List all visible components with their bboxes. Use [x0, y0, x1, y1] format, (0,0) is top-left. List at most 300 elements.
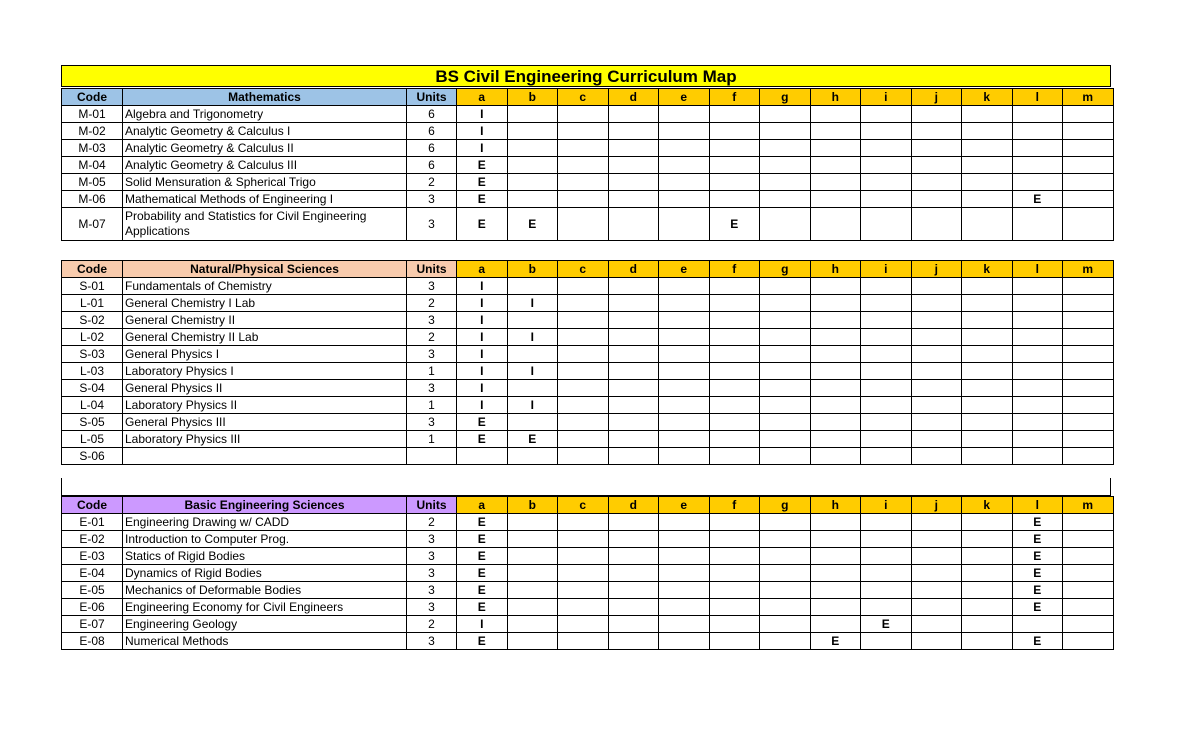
outcome-mark-k: [962, 191, 1013, 208]
outcome-mark-i: [861, 599, 912, 616]
outcome-mark-l: E: [1012, 191, 1063, 208]
course-code: L-03: [62, 363, 123, 380]
outcome-mark-c: [558, 329, 609, 346]
course-units: 3: [407, 633, 457, 650]
course-units: 3: [407, 548, 457, 565]
outcome-mark-h: [810, 363, 861, 380]
course-code: M-03: [62, 140, 123, 157]
outcome-header-g: g: [760, 89, 811, 106]
outcome-mark-h: [810, 123, 861, 140]
outcome-mark-b: [507, 616, 558, 633]
outcome-mark-l: E: [1012, 582, 1063, 599]
course-units: 1: [407, 363, 457, 380]
outcome-mark-a: E: [457, 431, 508, 448]
outcome-header-m: m: [1063, 261, 1114, 278]
outcome-mark-d: [608, 414, 659, 431]
outcome-mark-h: [810, 431, 861, 448]
outcome-mark-a: I: [457, 363, 508, 380]
outcome-mark-d: [608, 106, 659, 123]
course-units: 3: [407, 414, 457, 431]
outcome-mark-g: [760, 123, 811, 140]
course-code: S-05: [62, 414, 123, 431]
outcome-mark-d: [608, 191, 659, 208]
outcome-mark-l: [1012, 157, 1063, 174]
outcome-mark-a: I: [457, 380, 508, 397]
course-title: Laboratory Physics II: [123, 397, 407, 414]
outcome-mark-g: [760, 633, 811, 650]
table-row: [62, 346, 1114, 363]
outcome-header-c: c: [558, 261, 609, 278]
outcome-mark-g: [760, 531, 811, 548]
outcome-mark-j: [911, 174, 962, 191]
outcome-mark-c: [558, 208, 609, 241]
outcome-mark-c: [558, 431, 609, 448]
course-code: E-01: [62, 514, 123, 531]
outcome-header-d: d: [608, 89, 659, 106]
code-header: Code: [62, 497, 123, 514]
units-header: Units: [407, 497, 457, 514]
outcome-mark-i: [861, 174, 912, 191]
outcome-mark-c: [558, 346, 609, 363]
engineering-sciences-table: [61, 496, 1114, 650]
outcome-mark-l: [1012, 295, 1063, 312]
outcome-mark-g: [760, 380, 811, 397]
outcome-mark-f: [709, 140, 760, 157]
outcome-mark-b: [507, 174, 558, 191]
outcome-mark-b: [507, 140, 558, 157]
outcome-header-i: i: [861, 89, 912, 106]
outcome-mark-i: [861, 123, 912, 140]
course-title: Laboratory Physics III: [123, 431, 407, 448]
outcome-mark-j: [911, 123, 962, 140]
outcome-mark-f: [709, 278, 760, 295]
outcome-header-k: k: [962, 89, 1013, 106]
outcome-mark-h: [810, 106, 861, 123]
course-title: Mathematical Methods of Engineering I: [123, 191, 407, 208]
outcome-mark-g: [760, 582, 811, 599]
outcome-mark-d: [608, 548, 659, 565]
outcome-mark-c: [558, 531, 609, 548]
outcome-mark-h: [810, 514, 861, 531]
outcome-mark-g: [760, 397, 811, 414]
outcome-mark-g: [760, 191, 811, 208]
outcome-mark-c: [558, 633, 609, 650]
outcome-mark-j: [911, 548, 962, 565]
outcome-header-d: d: [608, 497, 659, 514]
course-title: Numerical Methods: [123, 633, 407, 650]
outcome-mark-c: [558, 380, 609, 397]
spacer-row: [61, 478, 1111, 496]
outcome-mark-i: [861, 448, 912, 465]
units-header: Units: [407, 89, 457, 106]
outcome-mark-m: [1063, 174, 1114, 191]
outcome-mark-l: [1012, 363, 1063, 380]
outcome-mark-m: [1063, 278, 1114, 295]
outcome-mark-f: [709, 582, 760, 599]
outcome-mark-i: [861, 531, 912, 548]
table-row: [62, 599, 1114, 616]
outcome-mark-g: [760, 363, 811, 380]
outcome-mark-a: E: [457, 208, 508, 241]
outcome-header-f: f: [709, 261, 760, 278]
outcome-header-f: f: [709, 497, 760, 514]
outcome-mark-a: E: [457, 191, 508, 208]
outcome-mark-j: [911, 140, 962, 157]
course-title: Dynamics of Rigid Bodies: [123, 565, 407, 582]
outcome-mark-k: [962, 514, 1013, 531]
course-units: 3: [407, 565, 457, 582]
outcome-mark-e: [659, 514, 710, 531]
course-units: 3: [407, 531, 457, 548]
outcome-mark-b: I: [507, 397, 558, 414]
outcome-mark-e: [659, 106, 710, 123]
outcome-mark-f: [709, 565, 760, 582]
outcome-header-l: l: [1012, 261, 1063, 278]
outcome-mark-e: [659, 531, 710, 548]
table-row: [62, 157, 1114, 174]
outcome-header-c: c: [558, 89, 609, 106]
mathematics-table: [61, 88, 1114, 241]
outcome-mark-h: [810, 295, 861, 312]
outcome-mark-c: [558, 140, 609, 157]
course-units: 2: [407, 616, 457, 633]
outcome-mark-m: [1063, 431, 1114, 448]
table-row: [62, 295, 1114, 312]
course-units: [407, 448, 457, 465]
outcome-mark-a: E: [457, 531, 508, 548]
outcome-mark-k: [962, 431, 1013, 448]
table-row: [62, 106, 1114, 123]
outcome-mark-g: [760, 431, 811, 448]
outcome-mark-j: [911, 582, 962, 599]
outcome-mark-b: [507, 633, 558, 650]
outcome-header-h: h: [810, 89, 861, 106]
outcome-mark-b: [507, 599, 558, 616]
course-units: 6: [407, 123, 457, 140]
outcome-mark-c: [558, 616, 609, 633]
outcome-mark-b: [507, 106, 558, 123]
outcome-mark-l: [1012, 448, 1063, 465]
outcome-mark-b: [507, 448, 558, 465]
outcome-mark-a: I: [457, 312, 508, 329]
outcome-mark-k: [962, 278, 1013, 295]
outcome-header-b: b: [507, 89, 558, 106]
table-row: [62, 312, 1114, 329]
outcome-mark-e: [659, 363, 710, 380]
outcome-header-j: j: [911, 89, 962, 106]
outcome-mark-b: I: [507, 295, 558, 312]
outcome-mark-h: [810, 278, 861, 295]
outcome-mark-a: I: [457, 278, 508, 295]
outcome-mark-d: [608, 531, 659, 548]
outcome-mark-e: [659, 140, 710, 157]
outcome-mark-f: E: [709, 208, 760, 241]
outcome-mark-e: [659, 157, 710, 174]
outcome-mark-j: [911, 157, 962, 174]
outcome-mark-l: E: [1012, 565, 1063, 582]
outcome-mark-a: I: [457, 397, 508, 414]
outcome-mark-l: [1012, 174, 1063, 191]
outcome-mark-b: [507, 191, 558, 208]
outcome-mark-j: [911, 329, 962, 346]
outcome-mark-a: E: [457, 174, 508, 191]
outcome-mark-a: E: [457, 157, 508, 174]
outcome-mark-j: [911, 312, 962, 329]
outcome-mark-b: I: [507, 329, 558, 346]
course-code: M-06: [62, 191, 123, 208]
course-code: M-05: [62, 174, 123, 191]
course-code: M-01: [62, 106, 123, 123]
course-code: E-08: [62, 633, 123, 650]
outcome-mark-e: [659, 278, 710, 295]
outcome-mark-b: [507, 414, 558, 431]
course-units: 3: [407, 582, 457, 599]
outcome-mark-i: [861, 633, 912, 650]
outcome-mark-c: [558, 548, 609, 565]
section-header-row: [62, 89, 1114, 106]
outcome-mark-h: [810, 582, 861, 599]
outcome-mark-a: E: [457, 414, 508, 431]
outcome-mark-a: I: [457, 616, 508, 633]
table-row: [62, 380, 1114, 397]
outcome-mark-f: [709, 123, 760, 140]
outcome-header-d: d: [608, 261, 659, 278]
outcome-mark-d: [608, 363, 659, 380]
outcome-mark-k: [962, 157, 1013, 174]
outcome-mark-c: [558, 599, 609, 616]
outcome-mark-d: [608, 431, 659, 448]
outcome-mark-f: [709, 431, 760, 448]
outcome-mark-e: [659, 599, 710, 616]
outcome-header-b: b: [507, 497, 558, 514]
course-code: M-02: [62, 123, 123, 140]
outcome-header-f: f: [709, 89, 760, 106]
code-header: Code: [62, 261, 123, 278]
outcome-mark-e: [659, 380, 710, 397]
course-units: 3: [407, 278, 457, 295]
table-row: [62, 431, 1114, 448]
course-units: 2: [407, 514, 457, 531]
table-row: [62, 123, 1114, 140]
outcome-mark-i: [861, 191, 912, 208]
course-units: 6: [407, 140, 457, 157]
outcome-mark-e: [659, 633, 710, 650]
course-code: S-01: [62, 278, 123, 295]
outcome-mark-l: [1012, 431, 1063, 448]
outcome-mark-m: [1063, 346, 1114, 363]
outcome-mark-l: [1012, 140, 1063, 157]
outcome-mark-a: E: [457, 599, 508, 616]
outcome-mark-m: [1063, 140, 1114, 157]
code-header: Code: [62, 89, 123, 106]
outcome-mark-b: [507, 548, 558, 565]
outcome-mark-k: [962, 565, 1013, 582]
outcome-header-c: c: [558, 497, 609, 514]
course-title: General Physics I: [123, 346, 407, 363]
outcome-mark-h: [810, 599, 861, 616]
outcome-mark-e: [659, 174, 710, 191]
outcome-mark-e: [659, 346, 710, 363]
outcome-mark-i: [861, 329, 912, 346]
course-title: Statics of Rigid Bodies: [123, 548, 407, 565]
outcome-mark-g: [760, 278, 811, 295]
outcome-mark-d: [608, 208, 659, 241]
outcome-mark-h: [810, 329, 861, 346]
course-code: E-06: [62, 599, 123, 616]
outcome-mark-f: [709, 448, 760, 465]
outcome-mark-l: [1012, 346, 1063, 363]
outcome-mark-m: [1063, 531, 1114, 548]
section-title: Natural/Physical Sciences: [123, 261, 407, 278]
table-row: [62, 278, 1114, 295]
course-units: 6: [407, 157, 457, 174]
course-title: [123, 448, 407, 465]
outcome-mark-m: [1063, 380, 1114, 397]
outcome-mark-k: [962, 633, 1013, 650]
outcome-mark-h: [810, 157, 861, 174]
course-title: Analytic Geometry & Calculus III: [123, 157, 407, 174]
outcome-mark-m: [1063, 106, 1114, 123]
outcome-mark-k: [962, 380, 1013, 397]
outcome-header-i: i: [861, 497, 912, 514]
outcome-header-h: h: [810, 497, 861, 514]
table-row: [62, 414, 1114, 431]
outcome-mark-b: E: [507, 431, 558, 448]
outcome-mark-f: [709, 157, 760, 174]
outcome-mark-k: [962, 295, 1013, 312]
outcome-header-a: a: [457, 89, 508, 106]
outcome-mark-h: [810, 174, 861, 191]
outcome-mark-i: [861, 582, 912, 599]
outcome-mark-g: [760, 599, 811, 616]
course-title: Laboratory Physics I: [123, 363, 407, 380]
outcome-mark-b: [507, 582, 558, 599]
outcome-mark-f: [709, 599, 760, 616]
outcome-mark-c: [558, 397, 609, 414]
outcome-mark-l: [1012, 208, 1063, 241]
outcome-mark-f: [709, 397, 760, 414]
outcome-mark-h: [810, 548, 861, 565]
outcome-header-e: e: [659, 261, 710, 278]
outcome-mark-m: [1063, 582, 1114, 599]
outcome-mark-k: [962, 329, 1013, 346]
units-header: Units: [407, 261, 457, 278]
outcome-mark-a: E: [457, 565, 508, 582]
outcome-mark-m: [1063, 448, 1114, 465]
course-code: L-05: [62, 431, 123, 448]
outcome-mark-a: E: [457, 514, 508, 531]
outcome-mark-e: [659, 414, 710, 431]
outcome-mark-d: [608, 599, 659, 616]
outcome-mark-h: [810, 565, 861, 582]
outcome-mark-m: [1063, 191, 1114, 208]
outcome-mark-i: [861, 312, 912, 329]
section-header-row: [62, 497, 1114, 514]
outcome-mark-k: [962, 397, 1013, 414]
outcome-mark-e: [659, 565, 710, 582]
outcome-mark-k: [962, 414, 1013, 431]
outcome-mark-m: [1063, 633, 1114, 650]
outcome-mark-d: [608, 633, 659, 650]
table-row: [62, 633, 1114, 650]
outcome-header-j: j: [911, 261, 962, 278]
outcome-mark-g: [760, 616, 811, 633]
outcome-mark-i: [861, 514, 912, 531]
outcome-mark-i: [861, 363, 912, 380]
table-row: [62, 616, 1114, 633]
table-row: [62, 208, 1114, 241]
outcome-mark-c: [558, 582, 609, 599]
outcome-mark-a: E: [457, 582, 508, 599]
course-units: 2: [407, 174, 457, 191]
outcome-mark-g: [760, 140, 811, 157]
course-code: E-02: [62, 531, 123, 548]
outcome-header-g: g: [760, 261, 811, 278]
course-units: 2: [407, 295, 457, 312]
table-row: [62, 514, 1114, 531]
outcome-mark-d: [608, 448, 659, 465]
outcome-mark-i: [861, 346, 912, 363]
course-title: General Chemistry I Lab: [123, 295, 407, 312]
outcome-header-g: g: [760, 497, 811, 514]
outcome-mark-b: [507, 278, 558, 295]
outcome-mark-f: [709, 295, 760, 312]
outcome-header-l: l: [1012, 89, 1063, 106]
outcome-mark-c: [558, 106, 609, 123]
outcome-mark-a: I: [457, 140, 508, 157]
outcome-mark-g: [760, 414, 811, 431]
outcome-mark-a: I: [457, 295, 508, 312]
outcome-mark-d: [608, 380, 659, 397]
course-units: 3: [407, 191, 457, 208]
outcome-mark-f: [709, 191, 760, 208]
outcome-mark-b: [507, 531, 558, 548]
outcome-mark-j: [911, 565, 962, 582]
outcome-mark-i: [861, 208, 912, 241]
course-title: General Physics III: [123, 414, 407, 431]
outcome-mark-f: [709, 616, 760, 633]
outcome-mark-a: I: [457, 106, 508, 123]
outcome-mark-a: I: [457, 123, 508, 140]
outcome-mark-j: [911, 295, 962, 312]
outcome-mark-m: [1063, 363, 1114, 380]
outcome-mark-d: [608, 582, 659, 599]
outcome-mark-g: [760, 174, 811, 191]
course-title: General Chemistry II: [123, 312, 407, 329]
outcome-mark-f: [709, 106, 760, 123]
outcome-mark-c: [558, 157, 609, 174]
outcome-mark-i: [861, 397, 912, 414]
course-title: Analytic Geometry & Calculus I: [123, 123, 407, 140]
outcome-mark-d: [608, 157, 659, 174]
outcome-mark-j: [911, 106, 962, 123]
outcome-mark-h: [810, 312, 861, 329]
course-code: S-03: [62, 346, 123, 363]
outcome-mark-l: E: [1012, 599, 1063, 616]
outcome-mark-m: [1063, 414, 1114, 431]
outcome-mark-h: [810, 208, 861, 241]
outcome-mark-f: [709, 414, 760, 431]
outcome-mark-m: [1063, 616, 1114, 633]
course-units: 3: [407, 380, 457, 397]
outcome-mark-j: [911, 531, 962, 548]
outcome-mark-k: [962, 312, 1013, 329]
outcome-mark-d: [608, 329, 659, 346]
outcome-mark-l: [1012, 616, 1063, 633]
outcome-mark-a: E: [457, 548, 508, 565]
outcome-mark-c: [558, 363, 609, 380]
natural-sciences-table: [61, 260, 1114, 465]
